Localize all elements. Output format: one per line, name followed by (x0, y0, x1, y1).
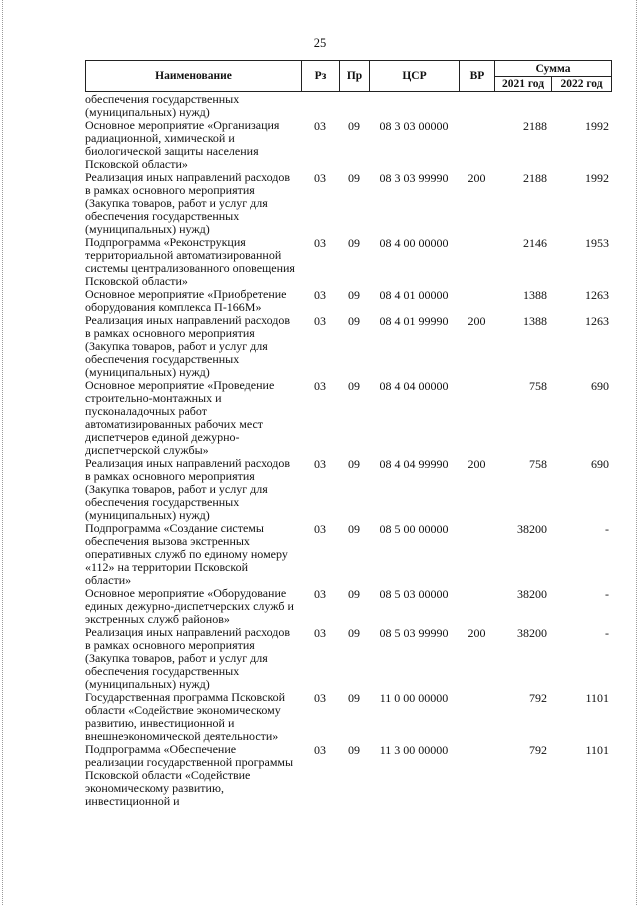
header-csr: ЦСР (370, 61, 460, 92)
row-csr: 08 4 04 00000 (379, 379, 449, 393)
header-rz: Рз (302, 61, 340, 92)
row-sum-2022: 1263 (585, 288, 609, 302)
row-vr (459, 93, 494, 94)
row-pr: 09 (348, 457, 360, 471)
table-row (85, 236, 611, 288)
row-csr: 08 3 03 00000 (379, 119, 449, 133)
table-body (85, 93, 611, 808)
scan-edge-right (636, 0, 638, 905)
table-row (85, 587, 611, 626)
table-row (85, 691, 611, 743)
row-csr: 08 5 00 00000 (379, 522, 449, 536)
row-name: обеспечения государственных (муниципальных) нужд) (85, 92, 240, 119)
table-row (85, 743, 611, 808)
row-name: Реализация иных направлений расходов в рамках основного мероприятия (Закупка товаров, работ и услуг для обеспечения государственных (муниципальных) нужд) (85, 313, 291, 379)
table-row (85, 379, 611, 457)
row-rz: 03 (314, 171, 326, 185)
row-vr (459, 288, 494, 289)
row-rz: 03 (314, 288, 326, 302)
row-rz: 03 (314, 457, 326, 471)
row-sum-2022: - (605, 626, 609, 640)
row-sum-2022: 1953 (585, 236, 609, 250)
row-name: Государственная программа Псковской области «Содействие экономическому развитию, инвестиционной и внешнеэкономической деятельности» (85, 690, 286, 743)
row-vr (459, 743, 494, 744)
row-rz: 03 (314, 314, 326, 328)
row-rz: 03 (314, 743, 326, 757)
row-sum-2022: 1101 (585, 743, 609, 757)
row-sum-2021: 2188 (523, 171, 547, 185)
row-name: Подпрограмма «Создание системы обеспечения вызова экстренных оперативных служб по единому номеру «112» на территории Псковской области» (85, 521, 288, 587)
row-rz: 03 (314, 626, 326, 640)
header-sum: Сумма (495, 61, 612, 77)
table-row (85, 171, 611, 236)
row-sum-2021: 792 (529, 743, 547, 757)
row-sum-2021: 1388 (523, 314, 547, 328)
row-vr: 200 (467, 626, 486, 640)
row-pr: 09 (348, 314, 360, 328)
row-name: Основное мероприятие «Проведение строительно-монтажных и пусконаладочных работ автоматизированных рабочих мест диспетчеров единой дежурно-диспетчерской службы» (85, 378, 275, 457)
row-sum-2021: 2188 (523, 119, 547, 133)
table-row (85, 457, 611, 522)
row-pr: 09 (348, 379, 360, 393)
row-csr: 08 4 04 99990 (379, 457, 449, 471)
table-row (85, 93, 611, 119)
row-sum-2022: 690 (591, 379, 609, 393)
row-name: Реализация иных направлений расходов в рамках основного мероприятия (Закупка товаров, работ и услуг для обеспечения государственных (муниципальных) нужд) (85, 456, 291, 522)
row-csr: 08 3 03 99990 (379, 171, 449, 185)
row-pr: 09 (348, 119, 360, 133)
row-name: Основное мероприятие «Приобретение оборудования комплекса П-166М» (85, 287, 287, 314)
header-vr: ВР (460, 61, 495, 92)
table-row (85, 522, 611, 587)
table-row (85, 314, 611, 379)
row-sum-2022: - (605, 522, 609, 536)
row-pr: 09 (348, 236, 360, 250)
scan-edge-left (2, 0, 4, 905)
row-csr: 08 4 00 00000 (379, 236, 449, 250)
row-vr: 200 (467, 171, 486, 185)
row-vr: 200 (467, 457, 486, 471)
row-sum-2021: 38200 (517, 587, 547, 601)
row-sum-2021: 792 (529, 691, 547, 705)
row-sum-2022: - (605, 587, 609, 601)
header-year-2021: 2021 год (495, 77, 552, 92)
row-name: Основное мероприятие «Организация радиационной, химической и биологической защиты населения Псковской области» (85, 118, 280, 171)
header-year-2022: 2022 год (552, 77, 612, 92)
header-name: Наименование (86, 61, 302, 92)
row-rz: 03 (314, 587, 326, 601)
page-number: 25 (313, 36, 327, 50)
row-sum-2021: 1388 (523, 288, 547, 302)
row-pr (339, 93, 369, 94)
table-row (85, 626, 611, 691)
row-csr: 11 3 00 00000 (379, 743, 449, 757)
row-sum-2022: 1992 (585, 171, 609, 185)
row-pr: 09 (348, 171, 360, 185)
row-vr (459, 522, 494, 523)
row-vr (459, 587, 494, 588)
table-row (85, 119, 611, 171)
row-sum-2021: 758 (529, 457, 547, 471)
row-name: Подпрограмма «Реконструкция территориальной автоматизированной системы централизованного оповещения Псковской области» (85, 235, 295, 288)
row-pr: 09 (348, 626, 360, 640)
row-vr (459, 379, 494, 380)
row-rz: 03 (314, 379, 326, 393)
row-name: Основное мероприятие «Оборудование единых дежурно-диспетчерских служб и экстренных служб районов» (85, 586, 294, 626)
row-vr (459, 236, 494, 237)
row-rz: 03 (314, 691, 326, 705)
row-sum-2022: 690 (591, 457, 609, 471)
row-csr: 08 4 01 99990 (379, 314, 449, 328)
row-csr: 08 5 03 00000 (379, 587, 449, 601)
row-vr (459, 119, 494, 120)
row-csr (369, 93, 459, 94)
table-row (85, 288, 611, 314)
row-sum-2022: 1992 (585, 119, 609, 133)
row-sum-2021 (494, 93, 551, 94)
row-vr (459, 691, 494, 692)
row-pr: 09 (348, 522, 360, 536)
row-pr: 09 (348, 288, 360, 302)
row-pr: 09 (348, 587, 360, 601)
row-csr: 08 5 03 99990 (379, 626, 449, 640)
row-sum-2021: 758 (529, 379, 547, 393)
row-csr: 08 4 01 00000 (379, 288, 449, 302)
row-rz (301, 93, 339, 94)
row-pr: 09 (348, 743, 360, 757)
row-sum-2021: 38200 (517, 626, 547, 640)
row-rz: 03 (314, 522, 326, 536)
header-pr: Пр (340, 61, 370, 92)
row-rz: 03 (314, 119, 326, 133)
row-rz: 03 (314, 236, 326, 250)
row-name: Реализация иных направлений расходов в рамках основного мероприятия (Закупка товаров, работ и услуг для обеспечения государственных (муниципальных) нужд) (85, 625, 291, 691)
table-header (85, 60, 612, 92)
row-vr: 200 (467, 314, 486, 328)
row-sum-2021: 2146 (523, 236, 547, 250)
row-sum-2022: 1101 (585, 691, 609, 705)
row-sum-2022 (551, 93, 611, 94)
row-pr: 09 (348, 691, 360, 705)
row-csr: 11 0 00 00000 (379, 691, 449, 705)
row-name: Реализация иных направлений расходов в рамках основного мероприятия (Закупка товаров, работ и услуг для обеспечения государственных (муниципальных) нужд) (85, 170, 291, 236)
row-sum-2021: 38200 (517, 522, 547, 536)
row-sum-2022: 1263 (585, 314, 609, 328)
row-name: Подпрограмма «Обеспечение реализации государственной программы Псковской области «Содействие экономическому развитию, инвестиционной и (85, 742, 294, 808)
